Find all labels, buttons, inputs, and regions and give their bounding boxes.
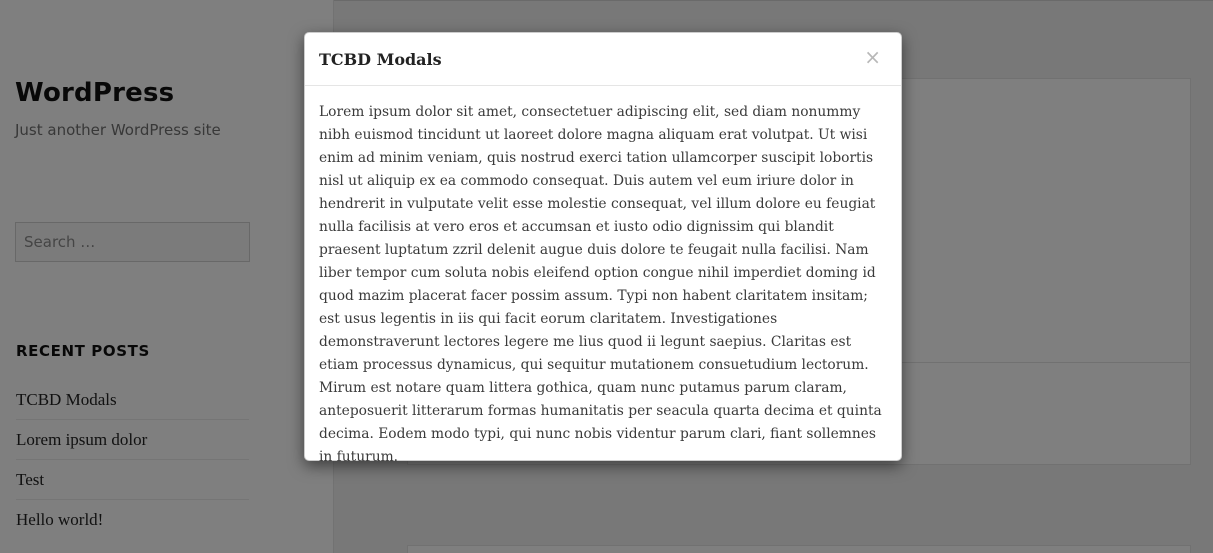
modal-dialog: [304, 32, 902, 465]
modal-body: Lorem ipsum dolor sit amet, consectetuer adipiscing elit, sed diam nonummy nibh euismod tincidunt ut laoreet dolore magna aliquam erat volutpat. Ut wisi enim ad minim veniam, quis nostrud exerci tation ullamcorper suscipit lobortis nisl ut aliquip ex ea commodo consequat. Duis autem vel eum iriure dolor in hendrerit in vulputate velit esse molestie consequat, vel illum dolore eu feugiat nulla facilisis at vero eros et accumsan et iusto odio dignissim qui blandit praesent luptatum zzril delenit augue duis dolore te feugait nulla facilisi. Nam liber tempor cum soluta nobis eleifend option congue nihil imperdiet doming id quod mazim placerat facer possim assum. Typi non habent claritatem insitam; est usus legentis in iis qui facit eorum claritatem. Investigationes demonstraverunt lectores legere me lius quod ii legunt saepius. Claritas est etiam processus dynamicus, qui sequitur mutationem consuetudium lectorum. Mirum est notare quam littera gothica, quam nunc putamus parum claram, anteposuerit litterarum formas humanitatis per seacula quarta decima et quinta decima. Eodem modo typi, qui nunc nobis videntur parum clari, fiant sollemnes in futurum.: [319, 104, 882, 465]
close-icon[interactable]: ×: [864, 45, 881, 69]
modal-header: [305, 33, 901, 86]
modal-title: TCBD Modals: [319, 49, 442, 69]
